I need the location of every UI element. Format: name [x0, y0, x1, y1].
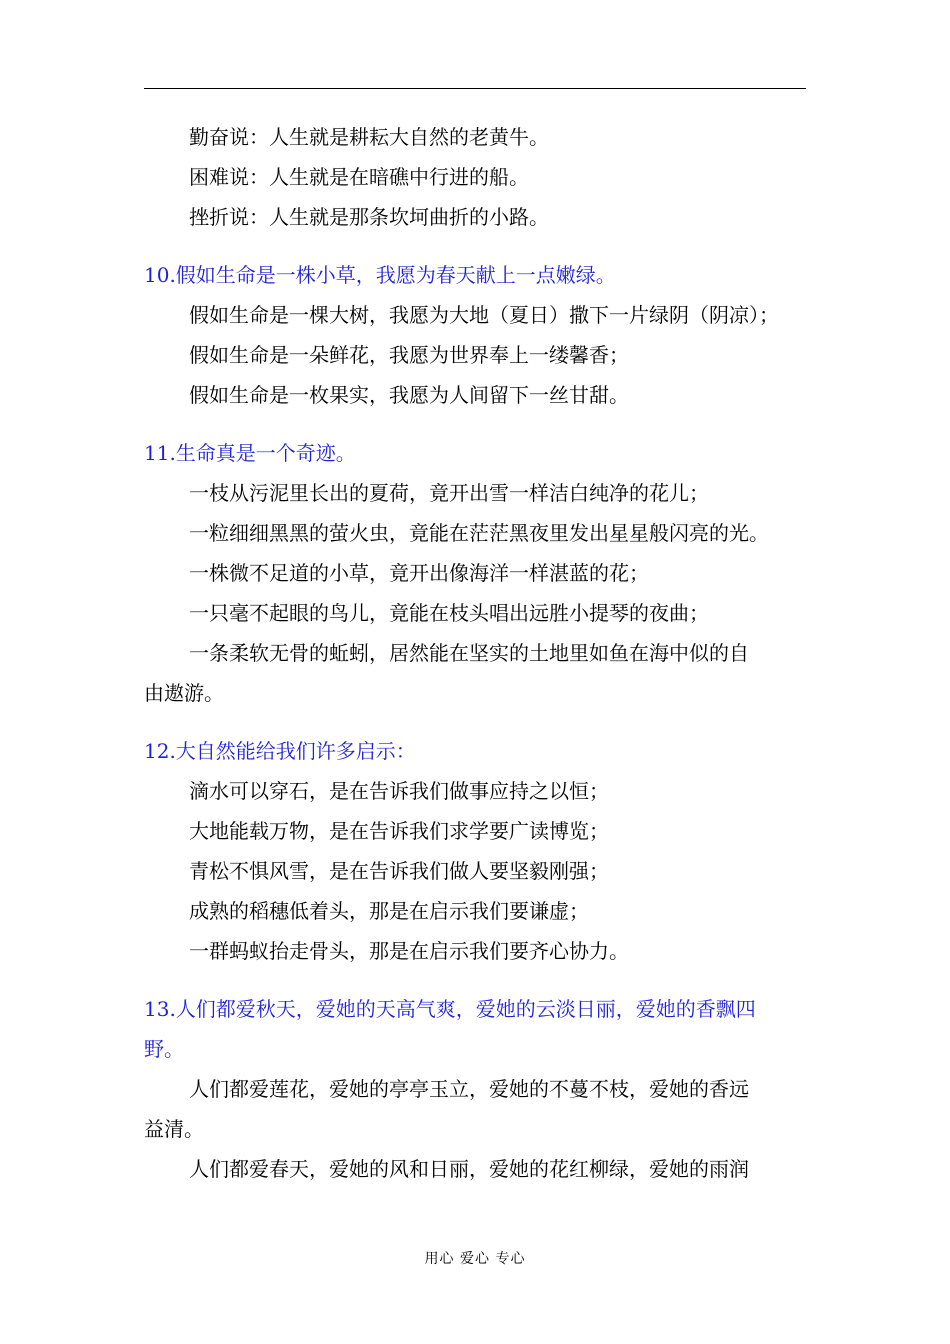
paragraph-line: 假如生命是一棵大树，我愿为大地（夏日）撒下一片绿阴（阴凉）； — [189, 303, 779, 327]
section-10 — [144, 255, 814, 415]
paragraph-line: 勤奋说：人生就是耕耘大自然的老黄牛。 — [189, 125, 549, 149]
paragraph-line: 一枝从污泥里长出的夏荷，竟开出雪一样洁白纯净的花儿； — [189, 481, 709, 505]
paragraph-line: 滴水可以穿石，是在告诉我们做事应持之以恒； — [189, 779, 609, 803]
header-rule — [144, 88, 806, 89]
section-heading: 13.人们都爱秋天，爱她的天高气爽，爱她的云淡日丽，爱她的香飘四 野。 — [144, 997, 756, 1061]
paragraph-line: 挫折说：人生就是那条坎坷曲折的小路。 — [189, 205, 549, 229]
paragraph-line: 大地能载万物，是在告诉我们求学要广读博览； — [189, 819, 609, 843]
paragraph-line: 困难说：人生就是在暗礁中行进的船。 — [189, 165, 529, 189]
paragraph-line: 一粒细细黑黑的萤火虫，竟能在茫茫黑夜里发出星星般闪亮的光。 — [189, 521, 769, 545]
section-heading: 11.生命真是一个奇迹。 — [144, 441, 356, 465]
paragraph-line: 成熟的稻穗低着头，那是在启示我们要谦虚； — [189, 899, 589, 923]
wrapped-paragraph: 一条柔软无骨的蚯蚓，居然能在坚实的土地里如鱼在海中似的自 由遨游。 — [144, 641, 749, 705]
section-heading: 12.大自然能给我们许多启示： — [144, 739, 416, 763]
paragraph-line: 人们都爱春天，爱她的风和日丽，爱她的花红柳绿，爱她的雨润 — [189, 1157, 749, 1181]
section-11 — [144, 433, 814, 713]
paragraph-line: 青松不惧风雪，是在告诉我们做人要坚毅刚强； — [189, 859, 609, 883]
paragraph-line: 假如生命是一朵鲜花，我愿为世界奉上一缕馨香； — [189, 343, 629, 367]
document-body — [144, 117, 814, 1189]
section-13 — [144, 989, 814, 1189]
section-9 — [144, 117, 814, 237]
section-heading: 10.假如生命是一株小草，我愿为春天献上一点嫩绿。 — [144, 263, 616, 287]
paragraph-line: 假如生命是一枚果实，我愿为人间留下一丝甘甜。 — [189, 383, 629, 407]
paragraph-line: 一株微不足道的小草，竟开出像海洋一样湛蓝的花； — [189, 561, 649, 585]
paragraph-line: 一群蚂蚁抬走骨头，那是在启示我们要齐心协力。 — [189, 939, 629, 963]
wrapped-paragraph: 人们都爱莲花，爱她的亭亭玉立，爱她的不蔓不枝，爱她的香远 益清。 — [144, 1077, 749, 1141]
paragraph-line: 一只毫不起眼的鸟儿，竟能在枝头唱出远胜小提琴的夜曲； — [189, 601, 709, 625]
page-footer: 用心 爱心 专心 — [424, 1251, 526, 1267]
section-12 — [144, 731, 814, 971]
